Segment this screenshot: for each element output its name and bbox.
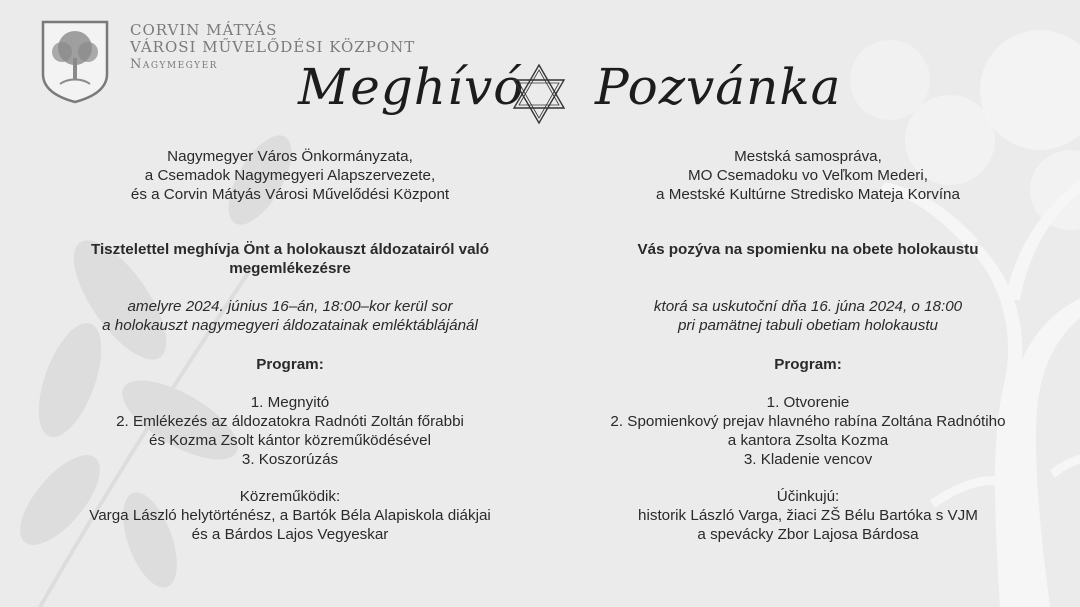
hu-when-line: a holokauszt nagymegyeri áldozatainak emléktáblájánál [102,317,478,334]
hu-date-place [40,297,540,335]
sk-program-title: Program: [774,356,842,373]
sk-when-line: pri pamätnej tabuli obetiam holokaustu [677,317,939,334]
org-line-1: CORVIN MÁTYÁS [130,21,278,39]
sk-performers [558,506,1058,544]
hu-host-line: a Csemadok Nagymegyeri Alapszervezete, [144,167,436,184]
hu-performer-line: és a Bárdos Lajos Vegyeskar [191,526,389,543]
sk-date-place [558,297,1058,335]
hu-program-item: 2. Emlékezés az áldozatokra Radnóti Zoltán főrabbi [116,413,464,430]
hu-performer-line: Varga László helytörténész, a Bartók Béla Alapiskola diákjai [89,507,491,524]
title-hungarian: Meghívó [298,58,525,116]
sk-performer-line: historik László Varga, žiaci ZŠ Bélu Bartóka s VJM [638,507,978,524]
hu-program-item: 1. Megnyitó [250,394,330,411]
sk-program-item: 3. Kladenie vencov [743,451,873,468]
hu-program-title: Program: [256,356,324,373]
sk-hosts [558,147,1058,204]
sk-host-line: MO Csemadoku vo Veľkom Mederi, [688,167,928,184]
title-slovak: Pozvánka [595,58,842,116]
sk-performers-title: Účinkujú: [776,488,840,505]
hu-host-line: és a Corvin Mátyás Városi Művelődési Központ [130,186,450,203]
hu-invitation [40,240,540,278]
hu-invite-line: megemlékezésre [229,260,351,277]
hu-when-line: amelyre 2024. június 16–án, 18:00–kor kerül sor [127,298,453,315]
org-line-3: Nagymegyer [130,57,218,72]
organization-logo [40,18,110,104]
hu-performers [40,506,540,544]
hu-invite-line: Tisztelettel meghívja Önt a holokauszt áldozatairól való [90,241,490,258]
star-of-david-icon [510,62,568,126]
hu-performers-title: Közreműködik: [239,488,341,505]
sk-host-line: Mestská samospráva, [734,148,882,165]
sk-program-item: 2. Spomienkový prejav hlavného rabína Zoltána Radnótiho [610,413,1006,430]
org-line-2: VÁROSI MŰVELŐDÉSI KÖZPONT [130,38,416,56]
sk-when-line: ktorá sa uskutoční dňa 16. júna 2024, o 18:00 [653,298,963,315]
sk-host-line: a Mestské Kultúrne Stredisko Mateja Korvína [656,186,960,203]
sk-invitation [558,240,1058,259]
sk-program-item: 1. Otvorenie [766,394,850,411]
hu-program-item: 3. Koszorúzás [241,451,339,468]
hu-host-line: Nagymegyer Város Önkormányzata, [167,148,413,165]
sk-program-item: a kantora Zsolta Kozma [727,432,889,449]
hu-hosts [40,147,540,204]
sk-invite-line: Vás pozýva na spomienku na obete holokaustu [637,241,979,258]
sk-program-list [558,393,1058,469]
hu-program-item: és Kozma Zsolt kántor közreműködésével [149,432,431,449]
hu-program-list [40,393,540,469]
sk-performer-line: a spevácky Zbor Lajosa Bárdosa [697,526,919,543]
